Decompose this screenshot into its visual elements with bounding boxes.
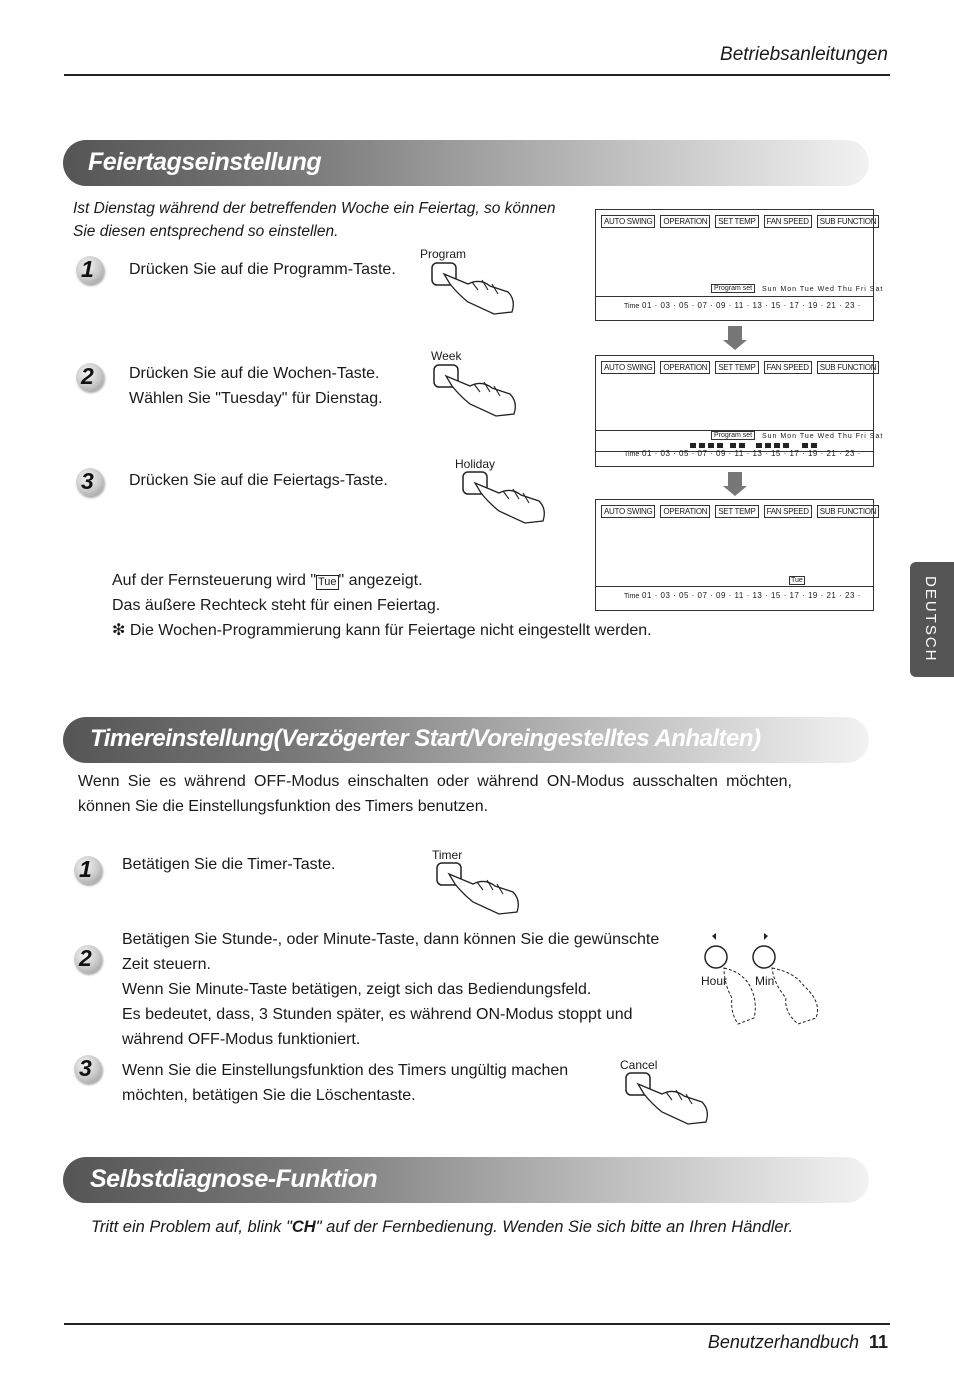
holiday-step2-text: Drücken Sie auf die Wochen-Taste. Wählen Sie "Tuesday" für Dienstag.	[129, 365, 383, 407]
header-title: Betriebsanleitungen	[720, 44, 888, 65]
timer-button-label: Timer	[432, 848, 463, 862]
section-title-timer: Timereinstellung(Verzögerter Start/Voreingestelltes Anhalten)	[90, 725, 761, 752]
holiday-step3-text: Drücken Sie auf die Feiertags-Taste.	[129, 472, 388, 489]
section-banner-holiday	[63, 140, 869, 186]
display-tabs: AUTO SWING OPERATION SET TEMP FAN SPEED SUB FUNCTION	[601, 361, 870, 374]
section-banner-diagnosis	[63, 1157, 869, 1203]
step-number-badge: 3	[76, 468, 104, 496]
time-label: Time	[624, 451, 640, 458]
timer-step1-text: Betätigen Sie die Timer-Taste.	[122, 856, 336, 873]
holiday-step1-text: Drücken Sie auf die Programm-Taste.	[129, 261, 396, 278]
step-number-badge: 1	[74, 856, 102, 884]
timeline: 01 · 03 · 05 · 07 · 09 · 11 · 13 · 15 · 17 · 19 · 21 · 23 ·	[642, 449, 861, 458]
step-number-badge: 3	[74, 1055, 102, 1083]
step-number-badge: 1	[76, 256, 104, 284]
timer-intro: Wenn Sie es während OFF-Modus einschalten oder während ON-Modus ausschalten möchten, können Sie die Einstellungsfunktion des Timers benutzen.	[78, 773, 792, 815]
weekday-row: Sun Mon Tue Wed Thu Fri Sat	[762, 286, 884, 293]
section-banner-timer	[63, 717, 869, 763]
holiday-intro: Ist Dienstag während der betreffenden Woche ein Feiertag, so können Sie diesen entsprechend so einstellen.	[73, 200, 556, 240]
program-set-indicator: Program set	[711, 284, 755, 293]
cancel-button-hand-icon[interactable]	[622, 1070, 717, 1130]
section-title-diagnosis: Selbstdiagnose-Funktion	[90, 1165, 378, 1193]
timeline: 01 · 03 · 05 · 07 · 09 · 11 · 13 · 15 · 17 · 19 · 21 · 23 ·	[642, 591, 861, 600]
header-rule	[64, 74, 890, 76]
weekday-row: Sun Mon Tue Wed Thu Fri Sat	[762, 433, 884, 440]
holiday-button-label: Holiday	[455, 457, 496, 471]
error-code: CH	[291, 1218, 316, 1236]
timeline: 01 · 03 · 05 · 07 · 09 · 11 · 13 · 15 · 17 · 19 · 21 · 23 ·	[642, 301, 861, 310]
program-button-label: Program	[420, 247, 467, 261]
footer-rule	[64, 1323, 890, 1325]
page-number: 11	[868, 1332, 888, 1352]
time-label: Time	[624, 593, 640, 600]
section-title-holiday: Feiertagseinstellung	[88, 148, 322, 176]
week-button-hand-icon[interactable]	[430, 362, 525, 422]
diagnosis-text: Tritt ein Problem auf, blink "CH" auf der Fernbedienung. Wenden Sie sich bitte an Ihren Händler.	[91, 1218, 794, 1236]
language-side-tab: DEUTSCH	[910, 562, 954, 677]
time-label: Time	[624, 303, 640, 310]
remote-display-panel-2	[595, 355, 884, 467]
holiday-tue-indicator: Tue	[791, 577, 803, 584]
cancel-button-label: Cancel	[620, 1058, 658, 1072]
program-button-hand-icon[interactable]	[428, 260, 523, 320]
footer-label: Benutzerhandbuch	[707, 1332, 859, 1352]
step-number-badge: 2	[74, 945, 102, 973]
down-arrow-icon	[728, 326, 742, 340]
timer-step3-text: Wenn Sie die Einstellungsfunktion des Timers ungültig machen möchten, betätigen Sie die Löschentaste.	[122, 1062, 569, 1104]
remote-display-panel-1	[595, 209, 884, 321]
timer-button-hand-icon[interactable]	[433, 860, 528, 920]
week-button-label: Week	[431, 349, 462, 363]
step-number-badge: 2	[76, 363, 104, 391]
holiday-note: Auf der Fernsteuerung wird " Tue " angezeigt. Das äußere Rechteck steht für einen Feiertag. ❇ Die Wochen-Programmierung kann für Feiertage nicht eingestellt werden.	[112, 572, 652, 639]
program-set-indicator: Program set	[711, 431, 755, 440]
down-arrow-icon	[728, 472, 742, 486]
footer	[708, 1332, 888, 1353]
display-tabs: AUTO SWING OPERATION SET TEMP FAN SPEED SUB FUNCTION	[601, 505, 870, 518]
timer-step2-text: Betätigen Sie Stunde-, oder Minute-Taste, dann können Sie die gewünschte Zeit steuern. Wenn Sie Minute-Taste betätigen, zeigt sich das Bediendungsfeld. Es bedeutet, dass, 3 Stunden später, es während ON-Modus stoppt und während OFF-Modus funktioniert.	[122, 931, 660, 1048]
hour-button-label: Hour	[701, 974, 728, 988]
holiday-button-hand-icon[interactable]	[459, 469, 554, 529]
tue-holiday-icon: Tue	[318, 576, 337, 588]
display-tabs: AUTO SWING OPERATION SET TEMP FAN SPEED SUB FUNCTION	[601, 215, 870, 228]
min-button-label: Min	[755, 974, 775, 988]
